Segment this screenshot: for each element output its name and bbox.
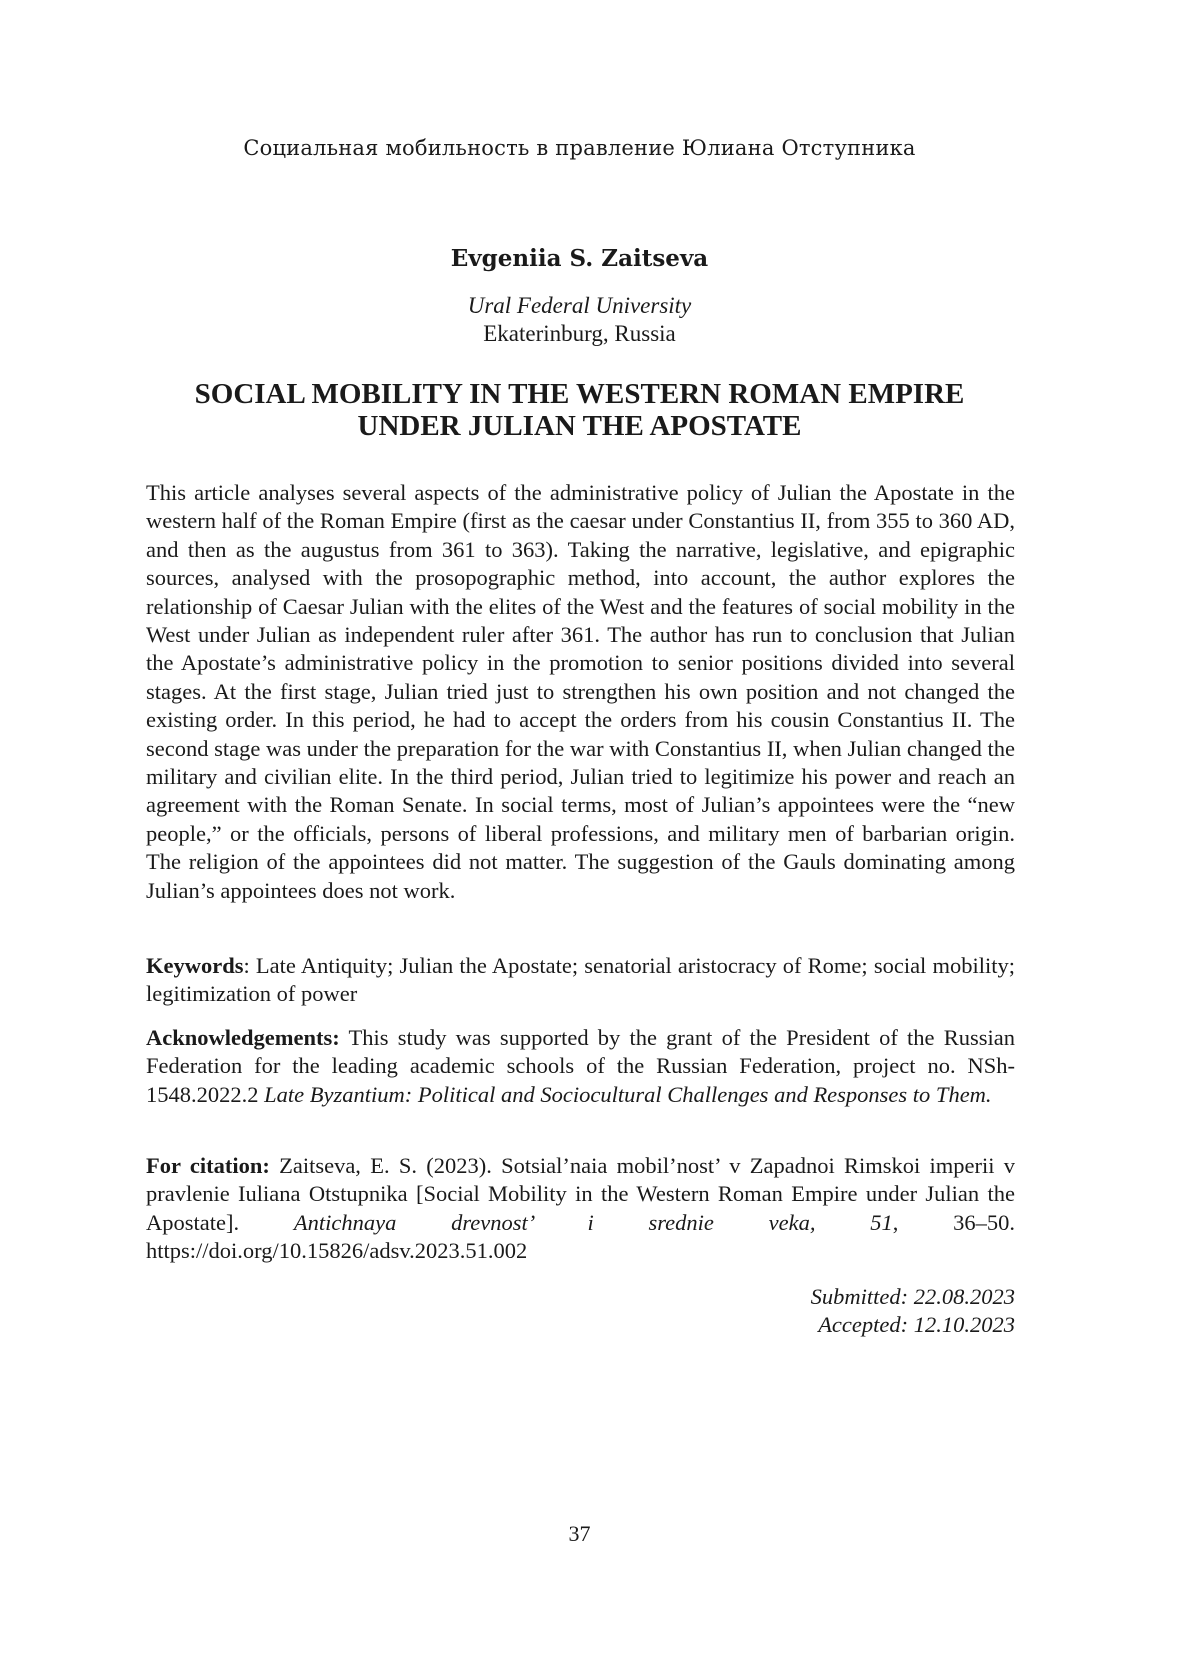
keywords-text: : Late Antiquity; Julian the Apostate; senatorial aristocracy of Rome; social mobility; legitimization of power	[146, 953, 1015, 1007]
author-name: Evgeniia S. Zaitseva	[450, 245, 709, 272]
acknowledgements	[146, 1024, 1015, 1109]
acknowledgements-label: Acknowledgements:	[146, 1025, 340, 1050]
running-head: Социальная мобильность в правление Юлиана Отступника	[243, 136, 916, 160]
keywords	[146, 952, 1015, 1009]
author-affiliation: Ural Federal University	[467, 293, 692, 318]
citation	[146, 1152, 1015, 1266]
article-title	[140, 378, 1019, 442]
citation-journal: Antichnaya drevnost’ i srednie veka, 51	[293, 1209, 893, 1235]
keywords-label: Keywords	[146, 953, 244, 978]
submitted-date: Submitted: 22.08.2023	[810, 1284, 1015, 1309]
article-title-line-1: SOCIAL MOBILITY IN THE WESTERN ROMAN EMPIRE	[194, 378, 965, 410]
acknowledgements-text: This study was supported by the grant of the President of the Russian Federation for the leading academic schools of the Russian Federation, project no. NSh-1548.2022.2	[146, 1025, 1015, 1107]
abstract: This article analyses several aspects of the administrative policy of Julian the Apostate in the western half of the Roman Empire (first as the caesar under Constantius II, from 355 to 360 AD, and then as the augustus from 361 to 363). Taking the narrative, legislative, and epigraphic sources, analysed with the prosopographic method, into account, the author explores the relationship of Caesar Julian with the elites of the West and the features of social mobility in the West under Julian as independent ruler after 361. The author has run to conclusion that Julian the Apostate’s administrative policy in the promotion to senior positions divided into several stages. At the first stage, Julian tried just to strengthen his own position and not changed the existing order. In this period, he had to accept the orders from his cousin Constantius II. The second stage was under the preparation for the war with Constantius II, when Julian changed the military and civilian elite. In the third period, Julian tried to legitimize his power and reach an agreement with the Roman Senate. In social terms, most of Julian’s appointees were the “new people,” or the officials, persons of liberal professions, and military men of barbarian origin. The religion of the appointees did not matter. The suggestion of the Gauls dominating among Julian’s appointees does not work.	[146, 480, 1015, 903]
submission-dates	[146, 1283, 1015, 1340]
author-location: Ekaterinburg, Russia	[483, 321, 676, 346]
article-title-line-2: UNDER JULIAN THE APOSTATE	[357, 410, 802, 442]
page-number: 37	[568, 1521, 591, 1546]
accepted-date: Accepted: 12.10.2023	[818, 1312, 1015, 1338]
acknowledgements-project-title: Late Byzantium: Political and Sociocultural Challenges and Responses to Them.	[264, 1081, 992, 1107]
citation-label: For citation:	[146, 1153, 270, 1178]
citation-pages-doi: , 36–50. https://doi.org/10.15826/adsv.2023.51.002	[146, 1209, 1016, 1264]
citation-text: Zaitseva, E. S. (2023). Sotsial’naia mobil’nost’ v Zapadnoi Rimskoi imperii v pravlenie Iuliana Otstupnika [Social Mobility in the Western Roman Empire under Julian the Apostate].	[146, 1153, 1015, 1235]
